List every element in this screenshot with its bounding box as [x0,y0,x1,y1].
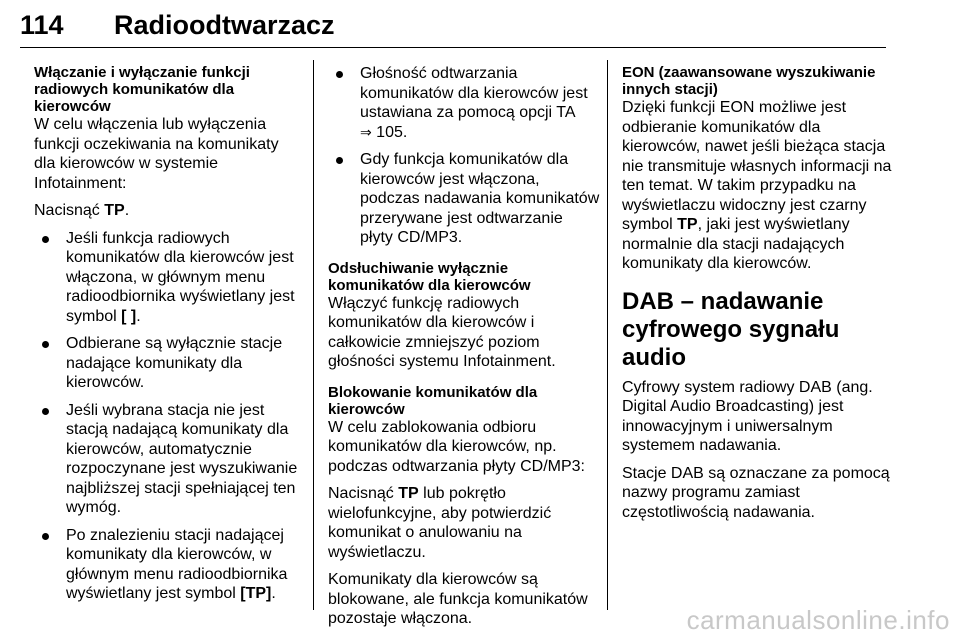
symbol-label: [TP] [240,585,272,602]
key-label: TP [677,216,698,233]
list-item: Gdy funkcja komunikatów dla kierowców jest włączona, podczas nadawania komunikatów przerywane jest odtwarzanie płyty CD/MP3. [328,150,600,248]
column-divider [607,60,608,610]
column-divider [313,60,314,610]
key-label: TP [398,485,419,502]
page-number: 114 [20,10,64,40]
list-item: Głośność odtwarzania komunikatów dla kierowców jest ustawiana za pomocą opcji TA ⇒ 105. [328,64,600,142]
paragraph: Nacisnąć TP lub pokrętło wielofunkcyjne, aby potwierdzić komunikat o anulowaniu na wyświetlaczu. [328,485,556,561]
section-heading: Odsłuchiwanie wyłącznie komunikatów dla kierowców [328,259,531,294]
watermark: carmanualsonline.info [686,605,950,635]
key-label: TP [104,202,125,219]
chapter-title: Radioodtwarzacz [114,10,335,40]
paragraph: Nacisnąć TP. [34,202,130,219]
list-item: Jeśli funkcja radiowych komunikatów dla kierowców jest włączona, w głównym menu radioodbiornika wyświetlany jest symbol [ ]. [34,229,302,327]
section-heading: Blokowanie komunikatów dla kierowców [328,383,538,418]
page-header [20,4,886,48]
column-3 [622,64,896,530]
bullet-list [34,229,302,604]
list-item: Odbierane są wyłącznie stacje nadające komunikaty dla kierowców. [34,334,302,393]
column-1 [34,64,302,612]
column-2 [328,64,600,637]
list-item: Po znalezieniu stacji nadającej komunikaty dla kierowców, w głównym menu radioodbiornika wyświetlany jest symbol [TP]. [34,526,302,604]
paragraph: W celu włączenia lub wyłączenia funkcji oczekiwania na komunikaty dla kierowców w systemie Infotainment: [34,116,279,192]
symbol-label: [ ] [121,307,137,325]
paragraph: Dzięki funkcji EON możliwe jest odbieranie komunikatów dla kierowców, nawet jeśli bieżąca stacja nie transmituje własnych informacji na ten temat. W takim przypadku na wyświetlaczu widoczny jest czarny symbol TP, jaki jest wyświetlany normalnie dla stacji nadających komunikaty dla kierowców. [622,99,896,272]
bullet-list [328,64,600,248]
paragraph: Stacje DAB są oznaczane za pomocą nazwy programu zamiast częstotliwością nadawania. [622,464,890,521]
paragraph: Komunikaty dla kierowców są blokowane, ale funkcja komunikatów pozostaje włączona. [328,571,588,627]
page-reference-arrow-icon: ⇒ [360,123,372,140]
paragraph: Włączyć funkcję radiowych komunikatów dla kierowców i całkowicie zmniejszyć poziom głośności systemu Infotainment. [328,294,556,370]
list-item: Jeśli wybrana stacja nie jest stacją nadającą komunikaty dla kierowców, automatycznie rozpoczynane jest wyszukiwanie najbliższej stacji spełniającej ten wymóg. [34,401,302,518]
section-heading: EON (zaawansowane wyszukiwanie innych stacji) [622,64,876,98]
paragraph: Cyfrowy system radiowy DAB (ang. Digital Audio Broadcasting) jest innowacyjnym i uniwersalnym systemem nadawania. [622,378,873,454]
paragraph: W celu zablokowania odbioru komunikatów dla kierowców, np. podczas odtwarzania płyty CD/MP3: [328,418,585,475]
section-heading: Włączanie i wyłączanie funkcji radiowych komunikatów dla kierowców [34,64,250,115]
section-title: DAB – nadawanie cyfrowego sygnału audio [622,287,840,371]
